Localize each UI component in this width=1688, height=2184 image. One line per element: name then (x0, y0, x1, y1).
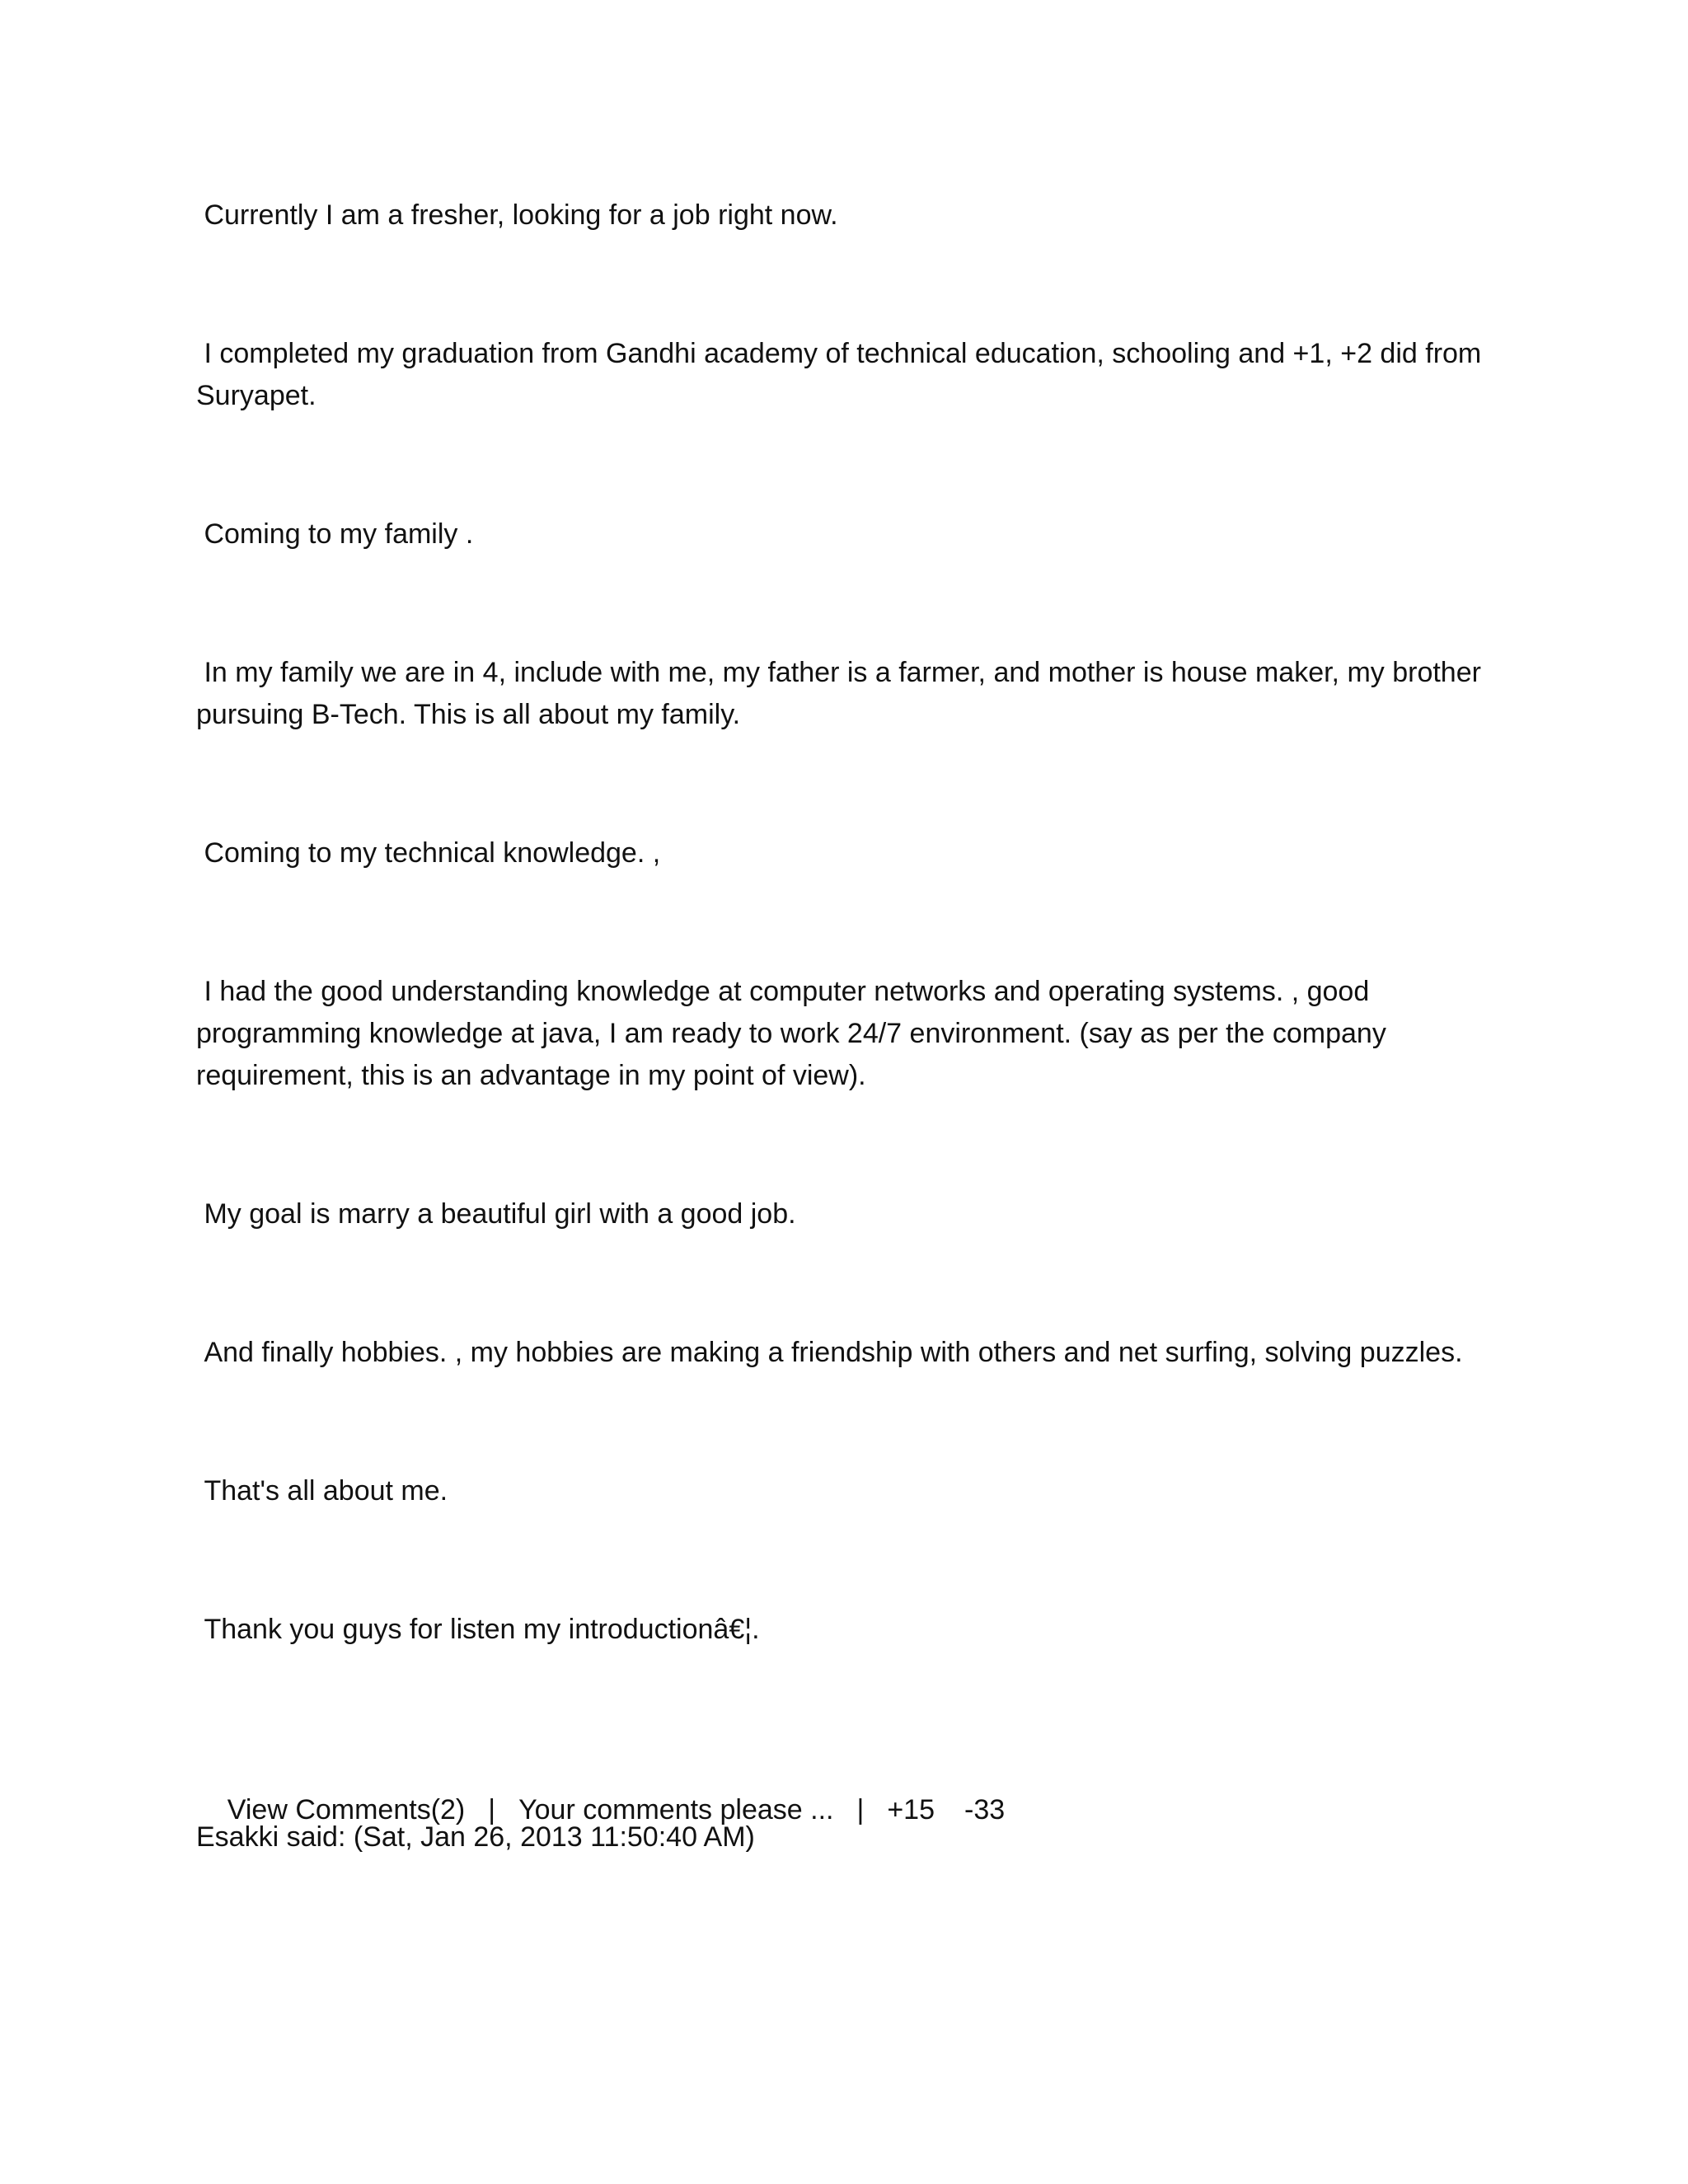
separator: | (856, 1794, 865, 1825)
upvote-button[interactable]: +15 (887, 1794, 935, 1825)
paragraph-family-heading: Coming to my family . (196, 518, 474, 550)
paragraph-closing: That's all about me. (196, 1475, 448, 1507)
paragraph-technical-heading: Coming to my technical knowledge. , (196, 837, 661, 869)
view-comments-link[interactable]: View Comments(2) (227, 1794, 466, 1825)
your-comments-link[interactable]: Your comments please ... (518, 1794, 834, 1825)
paragraph-family: In my family we are in 4, include with me, my father is a farmer, and mother is house maker, my brother pursuing B-Tech. This is all about my family. (196, 657, 1489, 730)
separator: | (488, 1794, 496, 1825)
paragraph-thanks: Thank you guys for listen my introductionâ€¦. (196, 1614, 760, 1645)
downvote-button[interactable]: -33 (964, 1794, 1006, 1825)
paragraph-status: Currently I am a fresher, looking for a job right now. (196, 199, 838, 231)
paragraph-hobbies: And finally hobbies. , my hobbies are making a friendship with others and net surfing, solving puzzles. (196, 1337, 1463, 1368)
comment-entry: Esakki said: (Sat, Jan 26, 2013 11:50:40 AM) (196, 1821, 755, 1853)
paragraph-technical: I had the good understanding knowledge at computer networks and operating systems. , good programming knowledge at java, I am ready to work 24/7 environment. (say as per the company requirement, this is an advantage in my point of view). (196, 976, 1395, 1091)
paragraph-education: I completed my graduation from Gandhi academy of technical education, schooling and +1, +2 did from Suryapet. (196, 338, 1489, 411)
paragraph-goal: My goal is marry a beautiful girl with a good job. (196, 1198, 796, 1230)
